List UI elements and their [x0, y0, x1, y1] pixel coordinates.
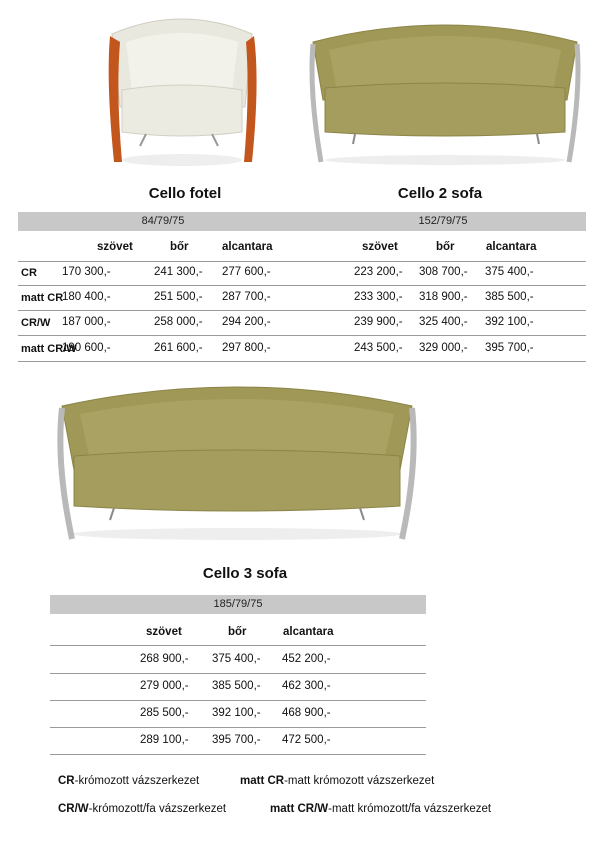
- cello-2-sofa-image: [305, 12, 585, 172]
- fotel-price-cell: 261 600,-: [154, 342, 203, 354]
- sofa3-price-cell: 385 500,-: [212, 680, 261, 692]
- legend-matt-cr-w: matt CR/W-matt krómozott/fa vázszerkezet: [270, 803, 492, 815]
- fotel-col-szovet: szövet: [97, 241, 133, 253]
- sofa3-price-cell: 289 100,-: [140, 734, 189, 746]
- table-row-line: [50, 700, 426, 701]
- sofa2-price-cell: 243 500,-: [354, 342, 403, 354]
- sofa3-price-cell: 268 900,-: [140, 653, 189, 665]
- sofa3-price-cell: 392 100,-: [212, 707, 261, 719]
- sofa2-price-cell: 395 700,-: [485, 342, 534, 354]
- fotel-title: Cello fotel: [148, 185, 222, 202]
- table-row-line: [18, 310, 586, 311]
- sofa2-col-alcantara: alcantara: [486, 241, 537, 253]
- sofa2-price-cell: 239 900,-: [354, 316, 403, 328]
- sofa2-price-cell: 375 400,-: [485, 266, 534, 278]
- sofa3-col-szovet: szövet: [146, 626, 182, 638]
- sofa2-price-cell: 318 900,-: [419, 291, 468, 303]
- fotel-col-alcantara: alcantara: [222, 241, 273, 253]
- fotel-price-cell: 294 200,-: [222, 316, 271, 328]
- fotel-price-cell: 190 600,-: [62, 342, 111, 354]
- sofa3-title: Cello 3 sofa: [202, 565, 288, 582]
- sofa2-title: Cello 2 sofa: [397, 185, 483, 202]
- fotel-price-cell: 251 500,-: [154, 291, 203, 303]
- sofa2-col-bor: bőr: [436, 241, 455, 253]
- frame-label: matt CR: [21, 292, 64, 304]
- sofa2-price-cell: 392 100,-: [485, 316, 534, 328]
- frame-label: matt CR/W: [21, 343, 77, 355]
- sofa3-price-cell: 452 200,-: [282, 653, 331, 665]
- sofa3-price-cell: 472 500,-: [282, 734, 331, 746]
- fotel-price-cell: 187 000,-: [62, 316, 111, 328]
- fotel-price-cell: 170 300,-: [62, 266, 111, 278]
- table3-divider: [50, 645, 426, 646]
- sofa2-price-cell: 329 000,-: [419, 342, 468, 354]
- sofa3-price-cell: 462 300,-: [282, 680, 331, 692]
- legend-cr-w: CR/W-krómozott/fa vázszerkezet: [58, 803, 227, 815]
- table-row-line: [18, 361, 586, 362]
- sofa3-price-cell: 468 900,-: [282, 707, 331, 719]
- cello-3-sofa-image: [52, 374, 422, 549]
- fotel-dims-band: 84/79/75: [18, 212, 308, 231]
- cello-fotel-image: [100, 12, 265, 172]
- table-row-line: [18, 335, 586, 336]
- sofa2-price-cell: 385 500,-: [485, 291, 534, 303]
- sofa3-col-alcantara: alcantara: [283, 626, 334, 638]
- fotel-price-cell: 297 800,-: [222, 342, 271, 354]
- frame-label: CR: [21, 267, 37, 279]
- fotel-price-cell: 241 300,-: [154, 266, 203, 278]
- fotel-col-bor: bőr: [170, 241, 189, 253]
- sofa2-price-cell: 325 400,-: [419, 316, 468, 328]
- fotel-price-cell: 287 700,-: [222, 291, 271, 303]
- sofa3-dims-band: 185/79/75: [50, 595, 426, 614]
- sofa3-price-cell: 285 500,-: [140, 707, 189, 719]
- sofa3-price-cell: 375 400,-: [212, 653, 261, 665]
- table-row-line: [50, 754, 426, 755]
- sofa2-dims-band: 152/79/75: [300, 212, 586, 231]
- table1-divider: [18, 261, 586, 262]
- table-row-line: [18, 285, 586, 286]
- legend-cr: CR-krómozott vázszerkezet: [58, 775, 200, 787]
- sofa3-price-cell: 279 000,-: [140, 680, 189, 692]
- sofa2-price-cell: 308 700,-: [419, 266, 468, 278]
- legend-matt-cr: matt CR-matt krómozott vázszerkezet: [240, 775, 435, 787]
- table-row-line: [50, 727, 426, 728]
- fotel-price-cell: 277 600,-: [222, 266, 271, 278]
- fotel-price-cell: 258 000,-: [154, 316, 203, 328]
- sofa2-price-cell: 223 200,-: [354, 266, 403, 278]
- sofa2-col-szovet: szövet: [362, 241, 398, 253]
- sofa3-price-cell: 395 700,-: [212, 734, 261, 746]
- sofa2-price-cell: 233 300,-: [354, 291, 403, 303]
- sofa3-col-bor: bőr: [228, 626, 247, 638]
- frame-label: CR/W: [21, 317, 51, 329]
- fotel-price-cell: 180 400,-: [62, 291, 111, 303]
- table-row-line: [50, 673, 426, 674]
